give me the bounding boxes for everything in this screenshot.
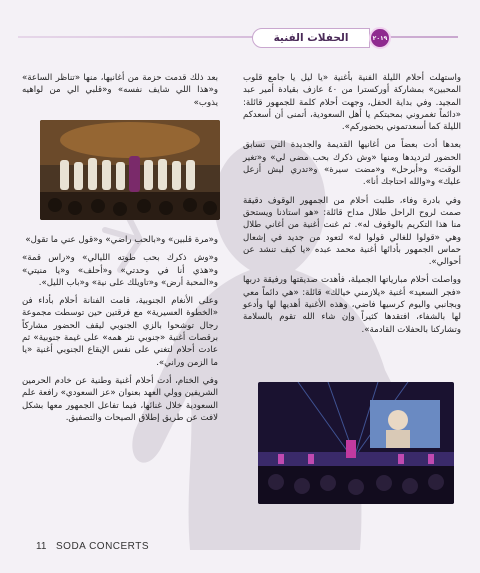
concert-photo-stage: [258, 382, 454, 504]
paragraph: واستهلت أحلام الليلة الفنية بأغنية «يا ليل يا جامع قلوب المحبين» بمشاركة أوركسترا من ٤٠ عازف بقيادة أمير عبد المجيد. وفي بداية الحفل، وجهت أحلام كلمة للجمهور قائلة: «دائماً تغمروني بمحبتكم يا أهل السعودية، أتمنى أن أسعدكم الليلة كما أسعدتموني بحضوركم».: [243, 73, 461, 133]
page-number: 11: [36, 541, 47, 552]
paragraph: وعلى الأنغام الجنوبية، قامت الفنانة أحلام بأداء فن «الخطوة العسيرية» مع فرقتين حين توسطت مجموعة رجال توشحوا بالزي الجنوبي ليقف الحضور مشاركاً برقصات أغنية «جنوبي نثر همه» على غيمة جنوبية» ثم عادت أحلام لتغني على نفس الإيقاع الجنوبي أغنية «يا ما الزمن وراني».: [22, 296, 218, 368]
paragraph: و«مرة قلبين» و«بالحب راضي» و«قول عني ما تقول»: [25, 235, 218, 245]
header-divider: [18, 36, 458, 38]
article-left-column-top: [22, 72, 218, 115]
paragraph: وواصلت أحلام مبارياتها الجميلة، فأهدت صديقتها ورفيقة دربها «فجر السعيد» أغنية «يلازمني خيالك» قائلة: «هي دائماً معي وبجانبي واليوم كرسيها فاضي، وهذه الأغنية أهديها لها وأدعو لها بالشفاء، افتقدها كثيراً وإن شاء الله تقوم بالسلامة وتشاركنا بالحفلات القادمة».: [243, 275, 461, 335]
date-badge: ٢٠١٩: [369, 27, 391, 49]
article-left-column-bottom: [22, 234, 218, 430]
paragraph: وفي الختام، أدت أحلام أغنية وطنية عن خادم الحرمين الشريفين وولي العهد بعنوان «عز السعودي» رافعة علم السعودية خلال غنائها، فيما تفاعل الجمهور معها بشكل لافت عن طريق إطلاق الصيحات والتصفيق.: [22, 375, 218, 423]
paragraph: بعد ذلك قدمت حزمة من أغانيها، منها «تناظر الساعة» و«هذا اللي شايف نفسه» و«قلبي الي من لواهيه يذوب»: [22, 73, 218, 108]
paragraph: بعدها أدت بعضاً من أغانيها القديمة والجديدة التي تسابق الحضور لترديدها ومنها «وش ذكرك بحب مضى لي» و«تغير الوقت» و«أبرحل» و«مضت سيرة» و«تدري ليش أزعل عليك» و«والله احتاجك أنا».: [243, 140, 461, 188]
concert-photo-dancers: [40, 120, 220, 220]
section-title: الحفلات الفنية: [252, 28, 370, 48]
footer-brand: SODA CONCERTS: [56, 541, 149, 552]
article-right-column: [243, 72, 461, 342]
paragraph: و«وش ذكرك بحب طوته الليالي» و«راس قمة» و«هذي أنا في وحدتي» و«أحلف» و«يا منيتي» و«المحبة أرض» و«تاويلك على نية» و«باب الليل».: [22, 253, 218, 288]
paragraph: وفي بادرة وفاء، طلبت أحلام من الجمهور الوقوف دقيقة صمت لروح الراحل طلال مداح قائلة: «هو استاذنا ويستحق منا هذا التكريم بالوقوف له». ثم غنت أغنية من أغاني طلال وهي «قولوا للغالي قولوا له» لتعود من جديد في إشعال حماس الجمهور بأدائها أغنية محمد عبده «يا كيف تنشد عن أحوالي».: [243, 195, 461, 268]
